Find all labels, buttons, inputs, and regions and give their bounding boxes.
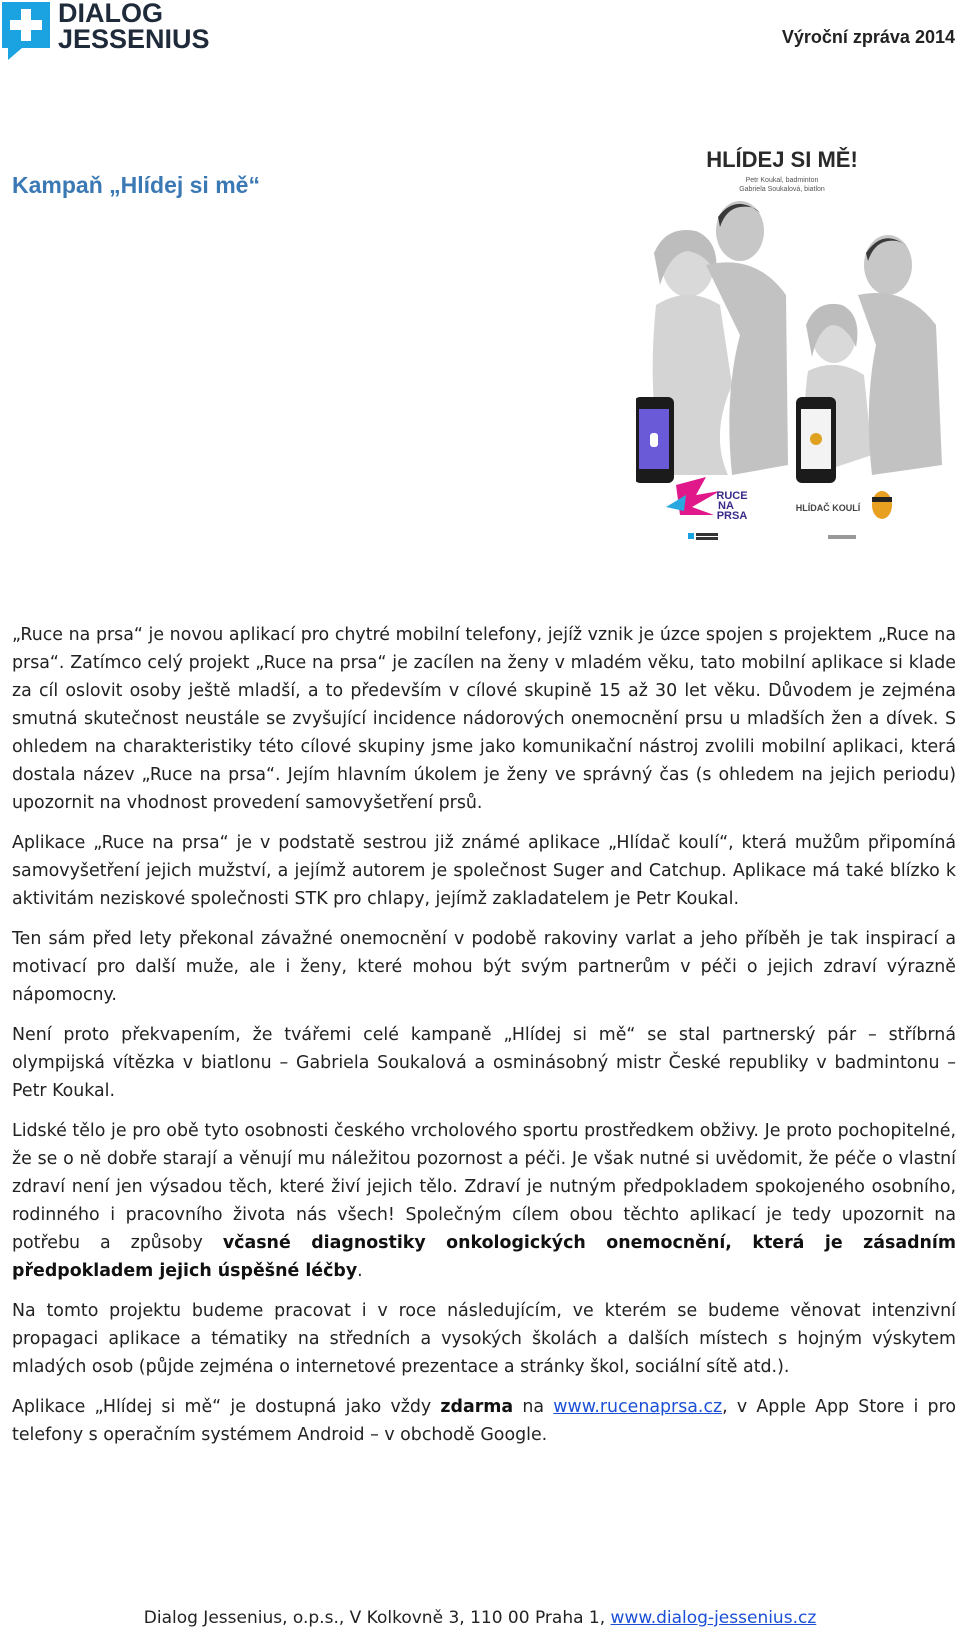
poster-logo-right: HLÍDAČ KOULÍ — [795, 503, 861, 513]
paragraph-health-end: . — [357, 1261, 363, 1281]
logo-text-line1: DIALOG — [58, 0, 163, 28]
main-content — [12, 621, 956, 1461]
poster-title: HLÍDEJ SI MĚ! — [706, 147, 858, 172]
paragraph-availability — [12, 1393, 956, 1449]
dialog-jessenius-logo — [0, 0, 225, 64]
footer-address: Dialog Jessenius, o.p.s., V Kolkovně 3, 110 00 Praha 1, — [143, 1608, 611, 1628]
paragraph-inspiration: Ten sám před lety překonal závažné onemocnění v podobě rakoviny varlat a jeho příběh je tak inspirací a motivací pro další muže, ale i ženy, které mohou být svým partnerům v péči o jejich zdraví výrazně nápomocny. — [12, 929, 956, 1005]
availability-end: , v Apple App Store i pro telefony s operačním systémem Android – v obchodě Google. — [12, 1397, 956, 1445]
availability-mid: na — [513, 1397, 554, 1417]
paragraph-health-text: Lidské tělo je pro obě tyto osobnosti českého vrcholového sportu prostředkem obživy. Je proto pochopitelné, že se o ně dobře starají a věnují mu náležitou pozornost a péči. Je však nutné si uvědomit, že péče o vlastní zdraví není jen výsadou těch, které živí jejich tělo. Zdraví je nutným předpokladem spokojeného osobního, rodinného i pracovního života nás všech! Společným cílem obou těchto aplikací je tedy upozornit na potřebu a způsoby — [12, 1121, 956, 1253]
poster-caption-1: Petr Koukal, badminton — [745, 177, 819, 184]
footer-website-link[interactable]: www.dialog-jessenius.cz — [610, 1608, 817, 1628]
paragraph-intro: „Ruce na prsa“ je novou aplikací pro chytré mobilní telefony, jejíž vznik je úzce spojen s projektem „Ruce na prsa“. Zatímco celý projekt „Ruce na prsa“ je zacílen na ženy v mladém věku, tato mobilní aplikace si klade za cíl oslovit osoby ještě mladší, a to především v cílové skupině 15 až 30 let věku. Důvodem je zejména smutná skutečnost neustále se zvyšující incidence nádorových onemocnění prsu u mladších žen a dívek. S ohledem na charakteristiky této cílové skupiny jsme jako komunikační nástroj zvolili mobilní aplikaci, která dostala název „Ruce na prsa“. Jejím hlavním úkolem je ženy ve správný čas (s ohledem na jejich periodu) upozornit na vhodnost provedení samovyšetření prsů. — [12, 625, 956, 813]
paragraph-faces: Není proto překvapením, že tvářemi celé kampaně „Hlídej si mě“ se stal partnerský pár – stříbrná olympijská vítězka v biatlonu – Gabriela Soukalová a osminásobný mistr České republiky v badmintonu – Petr Koukal. — [12, 1025, 956, 1101]
poster-logo-left-1: RUCE — [716, 490, 748, 502]
poster-logo-left-3: PRSA — [716, 510, 748, 522]
logo-text-line2: JESSENIUS — [58, 24, 210, 54]
paragraph-sister-app: Aplikace „Ruce na prsa“ je v podstatě sestrou již známé aplikace „Hlídač koulí“, která mužům připomíná samovyšetření jejich mužství, a jejímž autorem je společnost Suger and Catchup. Aplikace má také blízko k aktivitám neziskové společnosti STK pro chlapy, jejímž zakladatelem je Petr Koukal. — [12, 833, 956, 909]
paragraph-health-emphasis: včasné diagnostiky onkologických onemocnění, která je zásadním předpokladem jejich úspěšné léčby — [12, 1233, 956, 1281]
page-footer — [0, 1608, 960, 1628]
phone-left-icon — [636, 397, 674, 483]
phone-right-icon — [796, 397, 836, 483]
poster-logo-left-2: NA — [718, 500, 734, 512]
paragraph-next-year: Na tomto projektu budeme pracovat i v roce následujícím, ve kterém se budeme věnovat intenzivní propagaci aplikace a tématiky na středních a vysokých školách a dalších místech s hojným výskytem mladých osob (půjde zejména o internetové prezentace a stránky škol, sociální sítě atd.). — [12, 1301, 956, 1377]
rucenaprsa-link[interactable]: www.rucenaprsa.cz — [553, 1397, 723, 1417]
page-heading: Kampaň „Hlídej si mě“ — [12, 172, 260, 198]
poster-caption-2: Gabriela Soukalová, biatlon — [739, 186, 825, 193]
medical-cross-icon — [2, 2, 50, 60]
availability-free: zdarma — [440, 1397, 514, 1417]
campaign-poster-image — [636, 135, 958, 567]
paragraph-health — [12, 1117, 956, 1285]
availability-text: Aplikace „Hlídej si mě“ je dostupná jako vždy — [12, 1397, 441, 1417]
report-title: Výroční zpráva 2014 — [781, 27, 955, 47]
